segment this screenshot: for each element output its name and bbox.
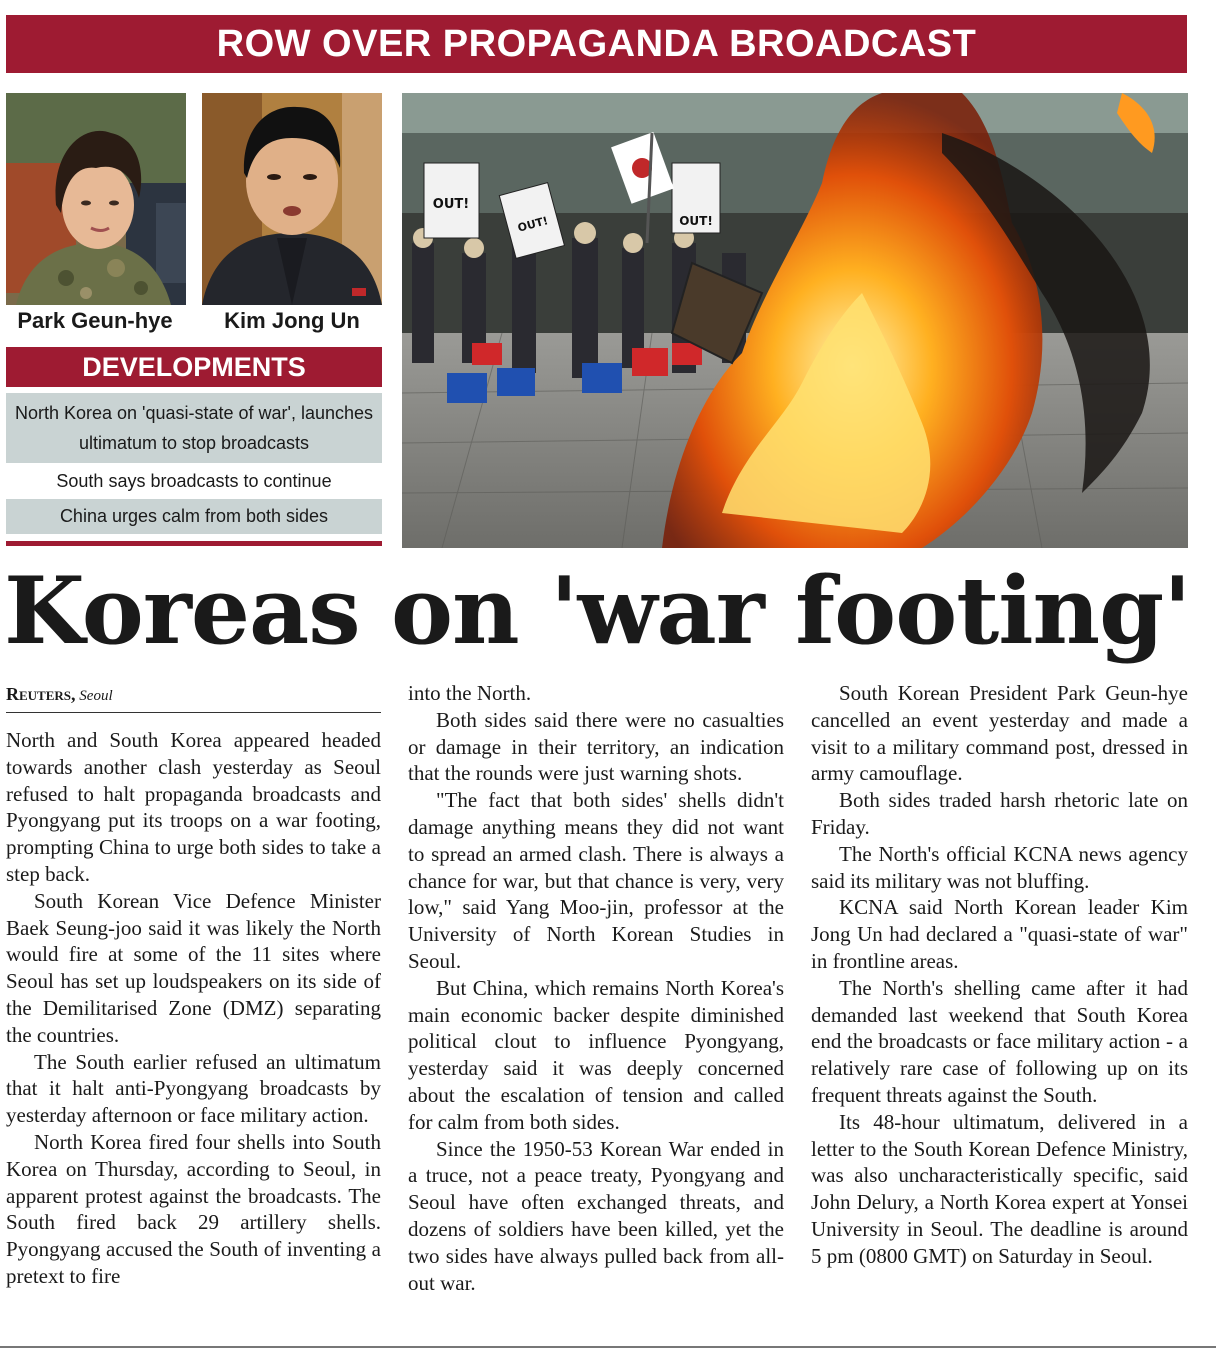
byline-city: Seoul <box>79 688 113 704</box>
development-item <box>6 393 382 463</box>
park-geun-hye-photo <box>6 93 186 305</box>
kim-jong-un-caption: Kim Jong Un <box>224 308 360 333</box>
development-item <box>6 466 382 496</box>
byline-agency: Reuters, <box>6 684 76 704</box>
section-banner: ROW OVER PROPAGANDA BROADCAST <box>6 15 1187 73</box>
headline: Koreas on 'war footing' <box>4 556 1191 665</box>
article-paragraph: The South earlier refused an ultimatum that it halt anti-Pyongyang broadcasts by yesterday afternoon or face military action. <box>6 1049 381 1128</box>
article-column-2 <box>408 680 784 1296</box>
developments-header: DEVELOPMENTS <box>6 347 382 387</box>
protest-sign-1: OUT! <box>432 197 470 212</box>
protest-sign-2: OUT! <box>516 214 550 235</box>
protest-sign-3: OUT! <box>679 214 713 228</box>
article-paragraph: South Korean Vice Defence Minister Baek Seung-joo said it was likely the North would fire at some of the 11 sites where Seoul has set up loudspeakers on its side of the Demilitarised Zone (DMZ) separating the countries. <box>6 888 381 1047</box>
developments-rule <box>6 541 382 546</box>
article-paragraph: North Korea fired four shells into South Korea on Thursday, according to Seoul, in apparent protest against the broadcasts. The South fired back 29 artillery shells. Pyongyang accused the South of inventing a pretext to fire <box>6 1129 381 1288</box>
article-paragraph: Both sides traded harsh rhetoric late on Friday. <box>811 788 1188 839</box>
article-column-1 <box>6 727 381 1290</box>
article-paragraph: The North's shelling came after it had demanded last weekend that South Korea end the broadcasts or face military action - a relatively rare case of following up on its frequent threats against the South. <box>811 975 1188 1107</box>
article-paragraph: South Korean President Park Geun-hye cancelled an event yesterday and made a visit to a military command post, dressed in army camouflage. <box>811 681 1188 786</box>
article-column-3 <box>811 680 1188 1270</box>
article-paragraph: But China, which remains North Korea's main economic backer despite diminished political clout to influence Pyongyang, yesterday said it was deeply concerned about the escalation of tension and called for calm from both sides. <box>408 975 784 1134</box>
article-paragraph: KCNA said North Korean leader Kim Jong Un had declared a "quasi-state of war" in frontline areas. <box>811 895 1188 973</box>
bottom-rule <box>0 1346 1216 1348</box>
article-paragraph: into the North. <box>408 681 532 705</box>
article-paragraph: The North's official KCNA news agency said its military was not bluffing. <box>811 841 1188 893</box>
article-paragraph: Its 48-hour ultimatum, delivered in a letter to the South Korean Defence Ministry, was also uncharacteristically specific, said John Delury, a North Korea expert at Yonsei University in Seoul. The deadline is around 5 pm (0800 GMT) on Saturday in Seoul. <box>811 1109 1188 1268</box>
article-paragraph: Since the 1950-53 Korean War ended in a truce, not a peace treaty, Pyongyang and Seoul have often exchanged threats, and dozens of soldiers have been killed, yet the two sides have always pulled back from all-out war. <box>408 1136 784 1295</box>
development-text: North Korea on 'quasi-state of war', launches ultimatum to stop broadcasts <box>14 403 374 453</box>
development-text: South says broadcasts to continue <box>56 470 332 491</box>
development-item <box>6 499 382 534</box>
article-paragraph: Both sides said there were no casualties or damage in their territory, an indication that the rounds were just warning shots. <box>408 707 784 786</box>
byline <box>6 684 381 713</box>
article-paragraph: North and South Korea appeared headed towards another clash yesterday as Seoul refused to halt propaganda broadcasts and Pyongyang put its troops on a war footing, prompting China to urge both sides to take a step back. <box>6 728 381 886</box>
park-geun-hye-caption: Park Geun-hye <box>17 308 173 333</box>
development-text: China urges calm from both sides <box>59 506 329 526</box>
article-paragraph: "The fact that both sides' shells didn't damage anything means they did not want to spread an armed clash. There is always a chance for war, but that chance is very, very low," said Yang Moo-jin, professor at the University of North Korean Studies in Seoul. <box>408 788 784 973</box>
kim-jong-un-photo <box>202 93 382 305</box>
protest-burning-photo <box>402 93 1188 548</box>
